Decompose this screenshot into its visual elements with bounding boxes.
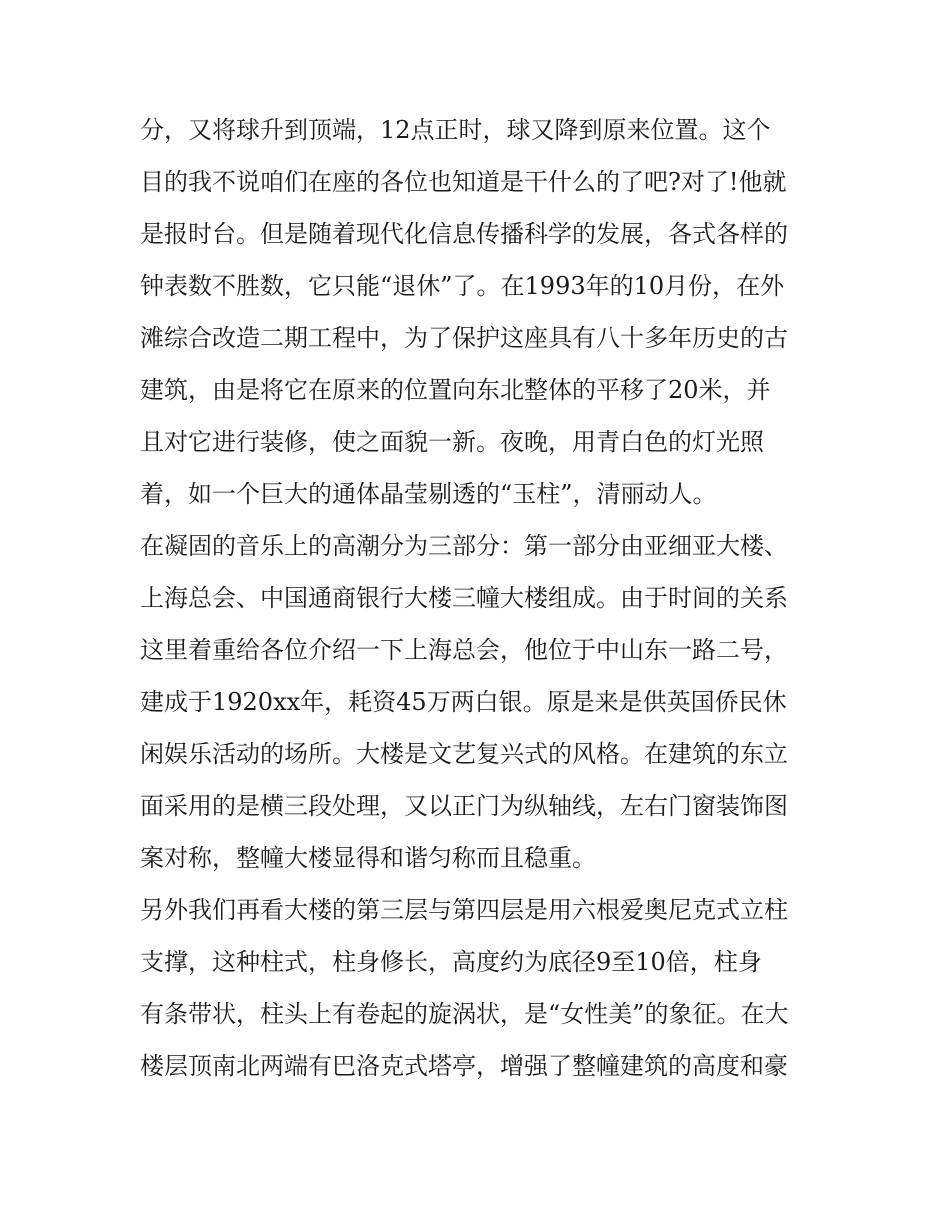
text-line-8: 着，如一个巨大的通体晶莹剔透的“玉柱”，清丽动人。 bbox=[140, 480, 717, 508]
text-line-17: 支撑，这种柱式，柱身修长，高度约为底径9至10倍，柱身 bbox=[140, 948, 762, 976]
text-line-6: 建筑，由是将它在原来的位置向东北整体的平移了20米，并 bbox=[140, 376, 771, 404]
document-body bbox=[140, 108, 812, 1096]
text-line-15: 案对称，整幢大楼显得和谐匀称而且稳重。 bbox=[140, 844, 596, 872]
text-line-13: 闲娱乐活动的场所。大楼是文艺复兴式的风格。在建筑的东立 bbox=[140, 740, 788, 768]
text-line-18: 有条带状，柱头上有卷起的旋涡状，是“女性美”的象征。在大 bbox=[140, 1000, 789, 1028]
text-line-9: 在凝固的音乐上的高潮分为三部分：第一部分由亚细亚大楼、 bbox=[140, 532, 788, 560]
text-line-3: 是报时台。但是随着现代化信息传播科学的发展，各式各样的 bbox=[140, 220, 788, 248]
text-line-4: 钟表数不胜数，它只能“退休”了。在1993年的10月份，在外 bbox=[140, 272, 785, 300]
text-line-14: 面采用的是横三段处理，又以正门为纵轴线，左右门窗装饰图 bbox=[140, 792, 788, 820]
text-line-11: 这里着重给各位介绍一下上海总会，他位于中山东一路二号， bbox=[140, 636, 788, 664]
text-line-16: 另外我们再看大楼的第三层与第四层是用六根爱奥尼克式立柱 bbox=[140, 896, 788, 924]
text-line-2: 目的我不说咱们在座的各位也知道是干什么的了吧?对了!他就 bbox=[140, 168, 787, 196]
text-line-19: 楼层顶南北两端有巴洛克式塔亭，增强了整幢建筑的高度和豪 bbox=[140, 1052, 788, 1080]
text-line-5: 滩综合改造二期工程中，为了保护这座具有八十多年历史的古 bbox=[140, 324, 788, 352]
text-line-12: 建成于1920xx年，耗资45万两白银。原是来是供英国侨民休 bbox=[140, 688, 787, 716]
text-line-10: 上海总会、中国通商银行大楼三幢大楼组成。由于时间的关系 bbox=[140, 584, 788, 612]
text-line-1: 分，又将球升到顶端，12点正时，球又降到原来位置。这个 bbox=[140, 116, 771, 144]
text-line-7: 且对它进行装修，使之面貌一新。夜晚，用青白色的灯光照 bbox=[140, 428, 764, 456]
